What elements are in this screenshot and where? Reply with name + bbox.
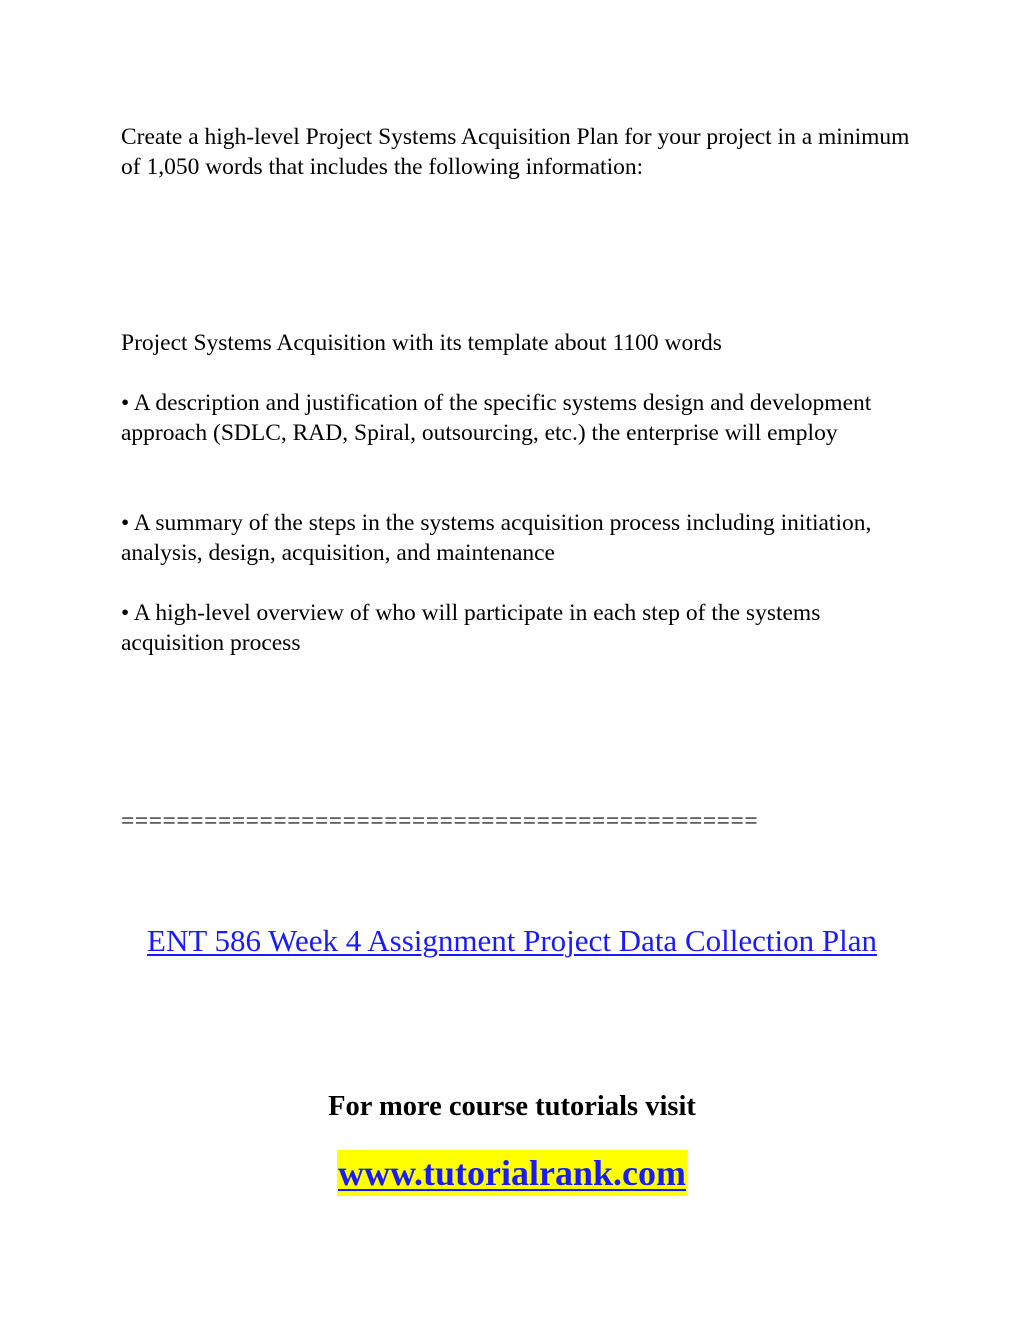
promo-text: For more course tutorials visit [328,1091,696,1122]
separator-line: ============================================== [121,808,759,834]
bullet-item: • A summary of the steps in the systems acquisition process including initiation, analysis, design, acquisition, and maintenance [121,510,872,566]
bullet-item: • A description and justification of the specific systems design and development approach (SDLC, RAD, Spiral, outsourcing, etc.) the enterprise will employ [121,390,872,446]
assignment-title-link[interactable]: ENT 586 Week 4 Assignment Project Data Collection Plan [147,923,877,958]
website-link[interactable]: www.tutorialrank.com [337,1150,687,1196]
site-link-container [0,1150,1024,1196]
bullet-item: • A high-level overview of who will participate in each step of the systems acquisition process [121,600,821,656]
subheading: Project Systems Acquisition with its template about 1100 words [121,330,722,356]
intro-paragraph: Create a high-level Project Systems Acquisition Plan for your project in a minimum of 1,050 words that includes the following information: [121,124,910,180]
